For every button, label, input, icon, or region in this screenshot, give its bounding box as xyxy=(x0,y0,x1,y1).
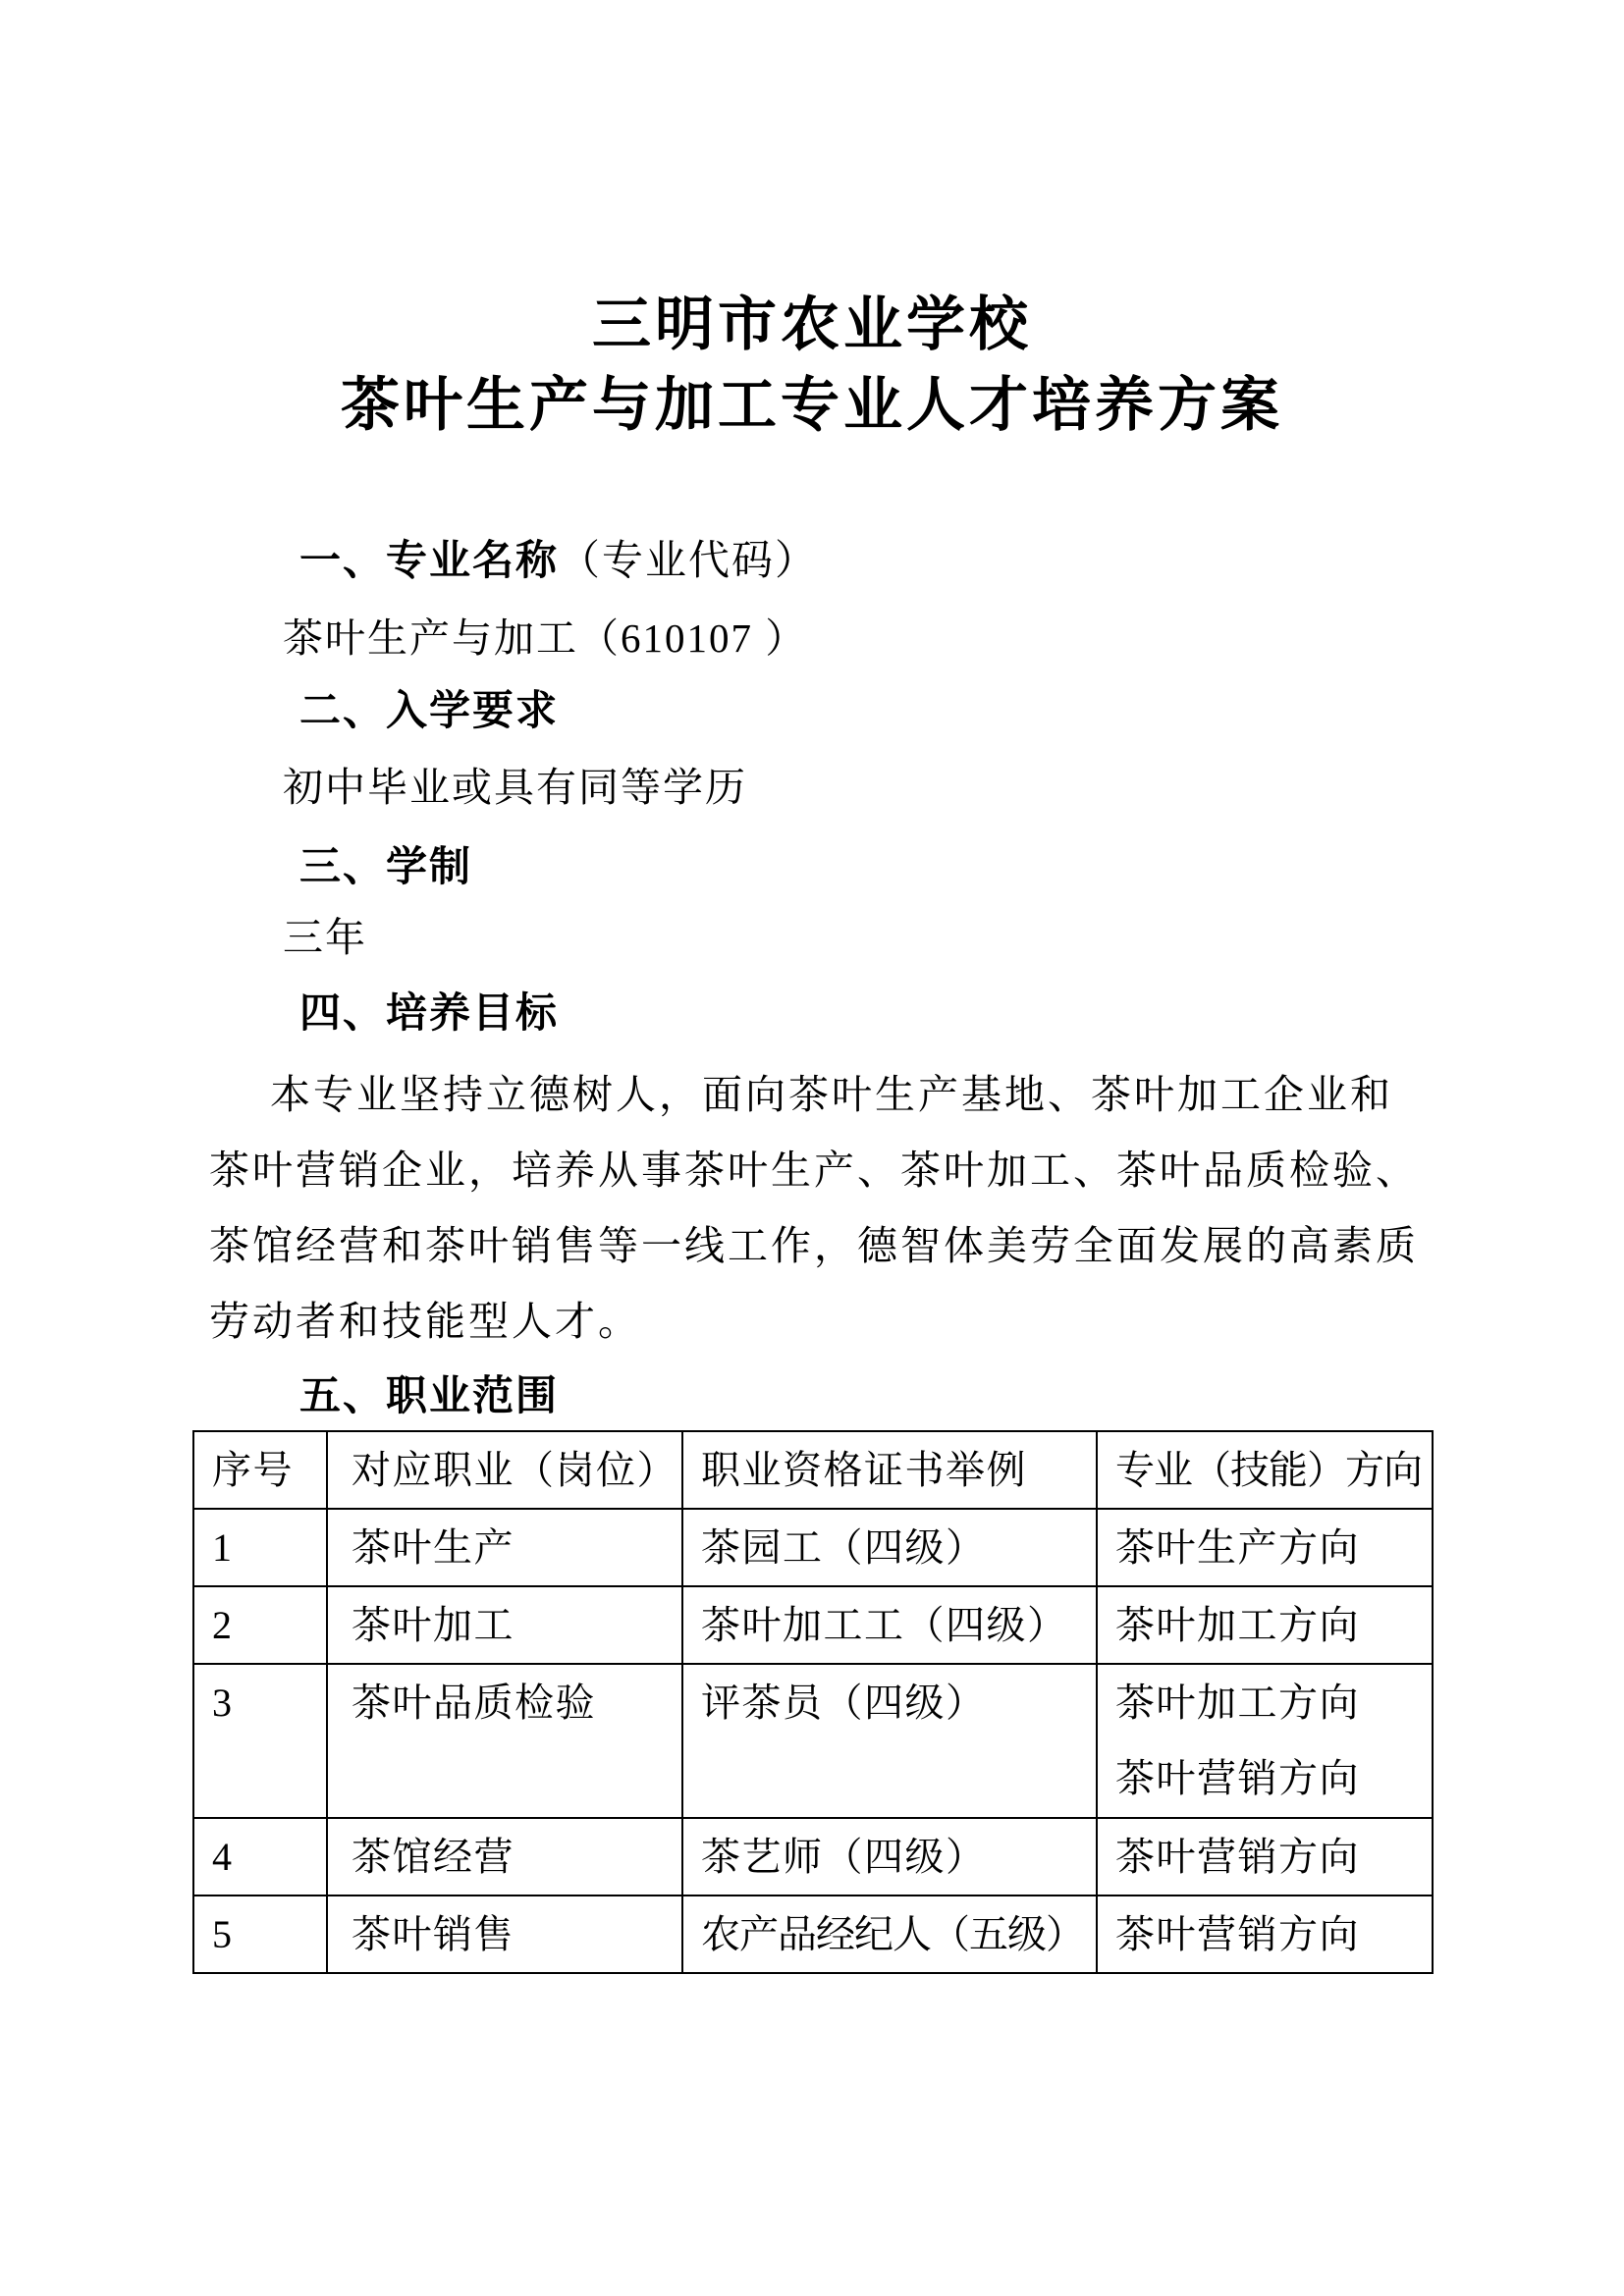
cell-job: 茶叶加工 xyxy=(327,1586,682,1664)
direction-line: 茶叶加工方向 xyxy=(1115,1681,1360,1725)
cell-no: 1 xyxy=(193,1509,327,1586)
cell-job: 茶叶销售 xyxy=(327,1896,682,1973)
cell-cert: 农产品经纪人（五级） xyxy=(682,1896,1097,1973)
cell-direction: 茶叶营销方向 xyxy=(1097,1818,1433,1896)
section-1-heading-suffix: （专业代码） xyxy=(559,539,819,584)
section-3-heading xyxy=(299,844,472,890)
title-line-2: 茶叶生产与加工专业人才培养方案 xyxy=(341,372,1283,438)
table-header-row xyxy=(193,1431,1433,1509)
cell-job: 茶叶生产 xyxy=(327,1509,682,1586)
table-row xyxy=(193,1664,1433,1818)
paragraph-line: 茶馆经营和茶叶销售等一线工作，德智体美劳全面发展的高素质 xyxy=(209,1223,1419,1268)
paragraph-line: 茶叶营销企业，培养从事茶叶生产、茶叶加工、茶叶品质检验、 xyxy=(209,1148,1419,1193)
direction-line: 茶叶营销方向 xyxy=(1115,1756,1360,1800)
section-5-heading-label: 五、职业范围 xyxy=(299,1372,560,1418)
paragraph-line: 本专业坚持立德树人，面向茶叶生产基地、茶叶加工企业和 xyxy=(270,1072,1393,1117)
cell-direction: 茶叶生产方向 xyxy=(1097,1509,1433,1586)
occupation-scope-table xyxy=(192,1430,1434,1974)
cell-no: 3 xyxy=(193,1664,327,1818)
header-cell-no: 序号 xyxy=(193,1431,327,1509)
header-cell-job: 对应职业（岗位） xyxy=(327,1431,682,1509)
table-row xyxy=(193,1896,1433,1973)
table-row xyxy=(193,1509,1433,1586)
cell-no: 5 xyxy=(193,1896,327,1973)
table-row xyxy=(193,1818,1433,1896)
section-1-heading xyxy=(299,538,818,584)
section-4-heading-label: 四、培养目标 xyxy=(299,989,560,1036)
cell-job: 茶馆经营 xyxy=(327,1818,682,1896)
cell-cert: 评茶员（四级） xyxy=(682,1664,1097,1818)
section-3-body: 三年 xyxy=(283,915,367,960)
cell-no: 2 xyxy=(193,1586,327,1664)
header-cell-cert: 职业资格证书举例 xyxy=(682,1431,1097,1509)
cell-cert: 茶叶加工工（四级） xyxy=(682,1586,1097,1664)
cell-cert: 茶艺师（四级） xyxy=(682,1818,1097,1896)
section-5-heading xyxy=(299,1373,559,1419)
section-2-heading-label: 二、入学要求 xyxy=(299,687,560,733)
cell-no: 4 xyxy=(193,1818,327,1896)
cell-direction: 茶叶加工方向 xyxy=(1097,1586,1433,1664)
section-4-heading xyxy=(299,990,559,1037)
paragraph-line: 劳动者和技能型人才。 xyxy=(209,1299,641,1344)
section-3-heading-label: 三、学制 xyxy=(299,843,473,889)
title-line-1: 三明市农业学校 xyxy=(592,292,1032,357)
training-objective-paragraph xyxy=(209,1057,1427,1360)
cell-direction xyxy=(1097,1664,1433,1818)
section-1-body: 茶叶生产与加工（610107 ） xyxy=(283,615,808,661)
cell-direction: 茶叶营销方向 xyxy=(1097,1896,1433,1973)
table-row xyxy=(193,1586,1433,1664)
cell-job: 茶叶品质检验 xyxy=(327,1664,682,1818)
header-cell-direction: 专业（技能）方向 xyxy=(1097,1431,1433,1509)
section-2-body: 初中毕业或具有同等学历 xyxy=(283,765,747,810)
cell-cert: 茶园工（四级） xyxy=(682,1509,1097,1586)
document-title xyxy=(0,285,1624,446)
section-2-heading xyxy=(299,688,559,734)
section-1-heading-label: 一、专业名称 xyxy=(299,537,560,583)
